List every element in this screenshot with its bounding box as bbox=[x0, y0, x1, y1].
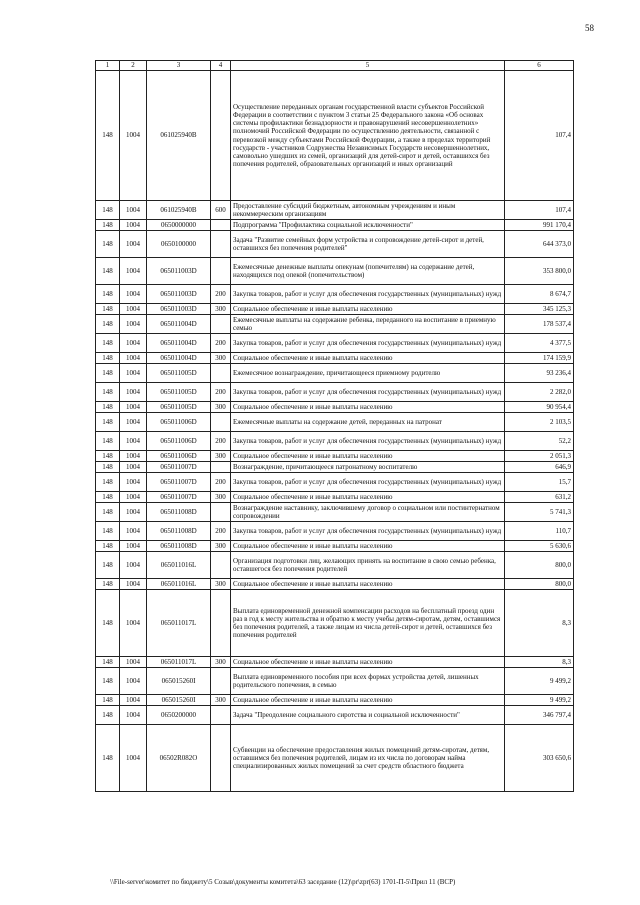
expense-type-code: 200 bbox=[211, 522, 231, 541]
table-row bbox=[96, 492, 574, 503]
amount: 15,7 bbox=[505, 473, 574, 492]
item-name: Закупка товаров, работ и услуг для обеспечения государственных (муниципальных) нужд bbox=[231, 432, 505, 451]
chapter-code: 148 bbox=[96, 364, 120, 383]
section-code: 1004 bbox=[120, 334, 147, 353]
chapter-code: 148 bbox=[96, 304, 120, 315]
chapter-code: 148 bbox=[96, 695, 120, 706]
column-header: 1 bbox=[96, 61, 120, 71]
column-header: 2 bbox=[120, 61, 147, 71]
item-name: Осуществление переданных органам государственной власти субъектов Российской Федерации в соответствии с пунктом 3 статьи 25 Федерального закона «Об основах системы профилактики безнадзорности и правонарушений несовершеннолетних» полномочий Российской Федерации по осуществлению деятельности, связанной с перевозкой между субъектами Российской Федерации, а также в пределах территорий государств - участников Содружества Независимых Государств несовершеннолетних, самовольно ушедших из семей, организаций для детей-сирот и детей, оставшихся без попечения родителей, образовательных организаций и иных организаций bbox=[231, 71, 505, 201]
table-row bbox=[96, 462, 574, 473]
table-row bbox=[96, 364, 574, 383]
section-code: 1004 bbox=[120, 590, 147, 657]
expense-type-code: 300 bbox=[211, 541, 231, 552]
section-code: 1004 bbox=[120, 315, 147, 334]
column-header: 5 bbox=[231, 61, 505, 71]
table-row bbox=[96, 668, 574, 695]
expense-type-code: 300 bbox=[211, 695, 231, 706]
chapter-code: 148 bbox=[96, 462, 120, 473]
expense-type-code bbox=[211, 706, 231, 725]
chapter-code: 148 bbox=[96, 541, 120, 552]
table-row bbox=[96, 473, 574, 492]
amount: 52,2 bbox=[505, 432, 574, 451]
item-name: Закупка товаров, работ и услуг для обеспечения государственных (муниципальных) нужд bbox=[231, 285, 505, 304]
amount: 4 377,5 bbox=[505, 334, 574, 353]
target-article-code: 061025940B bbox=[147, 201, 211, 220]
section-code: 1004 bbox=[120, 383, 147, 402]
table-row bbox=[96, 285, 574, 304]
item-name: Выплата единовременного пособия при всех формах устройства детей, лишенных родительского попечения, в семью bbox=[231, 668, 505, 695]
section-code: 1004 bbox=[120, 695, 147, 706]
chapter-code: 148 bbox=[96, 451, 120, 462]
expense-type-code bbox=[211, 503, 231, 522]
chapter-code: 148 bbox=[96, 383, 120, 402]
chapter-code: 148 bbox=[96, 285, 120, 304]
chapter-code: 148 bbox=[96, 315, 120, 334]
section-code: 1004 bbox=[120, 451, 147, 462]
target-article-code: 065011007D bbox=[147, 473, 211, 492]
table-row bbox=[96, 201, 574, 220]
section-code: 1004 bbox=[120, 432, 147, 451]
amount: 800,0 bbox=[505, 552, 574, 579]
amount: 644 373,0 bbox=[505, 231, 574, 258]
chapter-code: 148 bbox=[96, 590, 120, 657]
section-code: 1004 bbox=[120, 668, 147, 695]
item-name: Закупка товаров, работ и услуг для обеспечения государственных (муниципальных) нужд bbox=[231, 522, 505, 541]
file-path-footer: \\File-server\комитет по бюджету\5 Созыв\документы комитета\63 заседание (12)\pr\zpr(63) 1701-П-5\Прил 11 (ВСР) bbox=[110, 878, 456, 886]
amount: 9 499,2 bbox=[505, 695, 574, 706]
chapter-code: 148 bbox=[96, 522, 120, 541]
expense-type-code: 200 bbox=[211, 285, 231, 304]
target-article-code: 06502R082O bbox=[147, 725, 211, 792]
expense-type-code: 200 bbox=[211, 473, 231, 492]
amount: 646,9 bbox=[505, 462, 574, 473]
amount: 174 159,9 bbox=[505, 353, 574, 364]
item-name: Организация подготовки лиц, желающих принять на воспитание в свою семью ребенка, оставшегося без попечения родителей bbox=[231, 552, 505, 579]
item-name: Задача "Развитие семейных форм устройства и сопровождение детей-сирот и детей, оставшихся без попечения родителей" bbox=[231, 231, 505, 258]
expense-type-code bbox=[211, 220, 231, 231]
table-row bbox=[96, 695, 574, 706]
target-article-code: 065011003D bbox=[147, 285, 211, 304]
item-name: Социальное обеспечение и иные выплаты населению bbox=[231, 579, 505, 590]
target-article-code: 065011007D bbox=[147, 462, 211, 473]
section-code: 1004 bbox=[120, 473, 147, 492]
section-code: 1004 bbox=[120, 552, 147, 579]
amount: 8 674,7 bbox=[505, 285, 574, 304]
chapter-code: 148 bbox=[96, 201, 120, 220]
chapter-code: 148 bbox=[96, 432, 120, 451]
expense-type-code: 300 bbox=[211, 304, 231, 315]
amount: 800,0 bbox=[505, 579, 574, 590]
table-row bbox=[96, 541, 574, 552]
section-code: 1004 bbox=[120, 231, 147, 258]
amount: 631,2 bbox=[505, 492, 574, 503]
table-row bbox=[96, 590, 574, 657]
item-name: Социальное обеспечение и иные выплаты населению bbox=[231, 492, 505, 503]
amount: 2 282,0 bbox=[505, 383, 574, 402]
chapter-code: 148 bbox=[96, 725, 120, 792]
target-article-code: 061025940B bbox=[147, 71, 211, 201]
target-article-code: 065011008D bbox=[147, 541, 211, 552]
item-name: Ежемесячные выплаты на содержание детей, переданных на патронат bbox=[231, 413, 505, 432]
chapter-code: 148 bbox=[96, 231, 120, 258]
amount: 346 797,4 bbox=[505, 706, 574, 725]
table-row bbox=[96, 552, 574, 579]
target-article-code: 065011016L bbox=[147, 552, 211, 579]
expense-type-code bbox=[211, 413, 231, 432]
table-row bbox=[96, 451, 574, 462]
chapter-code: 148 bbox=[96, 402, 120, 413]
item-name: Ежемесячное вознаграждение, причитающееся приемному родителю bbox=[231, 364, 505, 383]
expense-type-code: 300 bbox=[211, 657, 231, 668]
item-name: Закупка товаров, работ и услуг для обеспечения государственных (муниципальных) нужд bbox=[231, 383, 505, 402]
expense-type-code: 300 bbox=[211, 451, 231, 462]
item-name: Подпрограмма "Профилактика социальной исключенности" bbox=[231, 220, 505, 231]
section-code: 1004 bbox=[120, 541, 147, 552]
section-code: 1004 bbox=[120, 725, 147, 792]
amount: 5 741,3 bbox=[505, 503, 574, 522]
section-code: 1004 bbox=[120, 492, 147, 503]
expense-type-code bbox=[211, 364, 231, 383]
expense-type-code bbox=[211, 231, 231, 258]
section-code: 1004 bbox=[120, 201, 147, 220]
chapter-code: 148 bbox=[96, 334, 120, 353]
expense-type-code: 200 bbox=[211, 383, 231, 402]
target-article-code: 065011017L bbox=[147, 657, 211, 668]
expense-type-code bbox=[211, 590, 231, 657]
column-header: 4 bbox=[211, 61, 231, 71]
table-row bbox=[96, 432, 574, 451]
target-article-code: 065011004D bbox=[147, 315, 211, 334]
amount: 8,3 bbox=[505, 657, 574, 668]
target-article-code: 065015260I bbox=[147, 695, 211, 706]
column-header: 6 bbox=[505, 61, 574, 71]
amount: 178 537,4 bbox=[505, 315, 574, 334]
item-name: Вознаграждение наставнику, заключившему договор о социальном или постинтернатном сопровождении bbox=[231, 503, 505, 522]
target-article-code: 065011005D bbox=[147, 383, 211, 402]
page-number: 58 bbox=[585, 23, 594, 33]
budget-table bbox=[95, 60, 574, 792]
target-article-code: 065011004D bbox=[147, 334, 211, 353]
chapter-code: 148 bbox=[96, 657, 120, 668]
table-row bbox=[96, 657, 574, 668]
item-name: Социальное обеспечение и иные выплаты населению bbox=[231, 402, 505, 413]
expense-type-code: 300 bbox=[211, 492, 231, 503]
section-code: 1004 bbox=[120, 503, 147, 522]
amount: 345 125,3 bbox=[505, 304, 574, 315]
table-row bbox=[96, 231, 574, 258]
section-code: 1004 bbox=[120, 364, 147, 383]
target-article-code: 0650000000 bbox=[147, 220, 211, 231]
amount: 107,4 bbox=[505, 71, 574, 201]
target-article-code: 065011008D bbox=[147, 522, 211, 541]
expense-type-code bbox=[211, 462, 231, 473]
chapter-code: 148 bbox=[96, 492, 120, 503]
expense-type-code bbox=[211, 668, 231, 695]
target-article-code: 065011004D bbox=[147, 353, 211, 364]
chapter-code: 148 bbox=[96, 552, 120, 579]
expense-type-code bbox=[211, 552, 231, 579]
section-code: 1004 bbox=[120, 304, 147, 315]
expense-type-code: 300 bbox=[211, 353, 231, 364]
section-code: 1004 bbox=[120, 413, 147, 432]
section-code: 1004 bbox=[120, 657, 147, 668]
item-name: Социальное обеспечение и иные выплаты населению bbox=[231, 304, 505, 315]
section-code: 1004 bbox=[120, 220, 147, 231]
table-row bbox=[96, 353, 574, 364]
section-code: 1004 bbox=[120, 579, 147, 590]
item-name: Ежемесячные выплаты на содержание ребенка, переданного на воспитание в приемную семью bbox=[231, 315, 505, 334]
item-name: Субвенции на обеспечение предоставления жилых помещений детям-сиротам, детям, оставшимся без попечения родителей, лицам из их числа по договорам найма специализированных жилых помещений за счет средств областного бюджета bbox=[231, 725, 505, 792]
item-name: Выплата единовременной денежной компенсации расходов на бесплатный проезд один раз в год к месту жительства и обратно к месту учебы детям-сиротам, детям, оставшимся без попечения родителей, а также лицам из числа детей-сирот и детей, оставшихся без попечения родителей bbox=[231, 590, 505, 657]
expense-type-code bbox=[211, 258, 231, 285]
target-article-code: 065011006D bbox=[147, 432, 211, 451]
table-row bbox=[96, 383, 574, 402]
amount: 110,7 bbox=[505, 522, 574, 541]
table-row bbox=[96, 706, 574, 725]
table-row bbox=[96, 71, 574, 201]
chapter-code: 148 bbox=[96, 413, 120, 432]
amount: 9 499,2 bbox=[505, 668, 574, 695]
section-code: 1004 bbox=[120, 353, 147, 364]
expense-type-code: 300 bbox=[211, 402, 231, 413]
chapter-code: 148 bbox=[96, 258, 120, 285]
section-code: 1004 bbox=[120, 462, 147, 473]
target-article-code: 065011003D bbox=[147, 258, 211, 285]
table-header-row bbox=[96, 61, 574, 71]
amount: 2 051,3 bbox=[505, 451, 574, 462]
chapter-code: 148 bbox=[96, 668, 120, 695]
amount: 303 650,6 bbox=[505, 725, 574, 792]
amount: 991 170,4 bbox=[505, 220, 574, 231]
expense-type-code bbox=[211, 71, 231, 201]
target-article-code: 065011006D bbox=[147, 451, 211, 462]
target-article-code: 065011005D bbox=[147, 364, 211, 383]
expense-type-code: 300 bbox=[211, 579, 231, 590]
section-code: 1004 bbox=[120, 285, 147, 304]
amount: 90 954,4 bbox=[505, 402, 574, 413]
table-row bbox=[96, 579, 574, 590]
target-article-code: 0650200000 bbox=[147, 706, 211, 725]
target-article-code: 0650100000 bbox=[147, 231, 211, 258]
expense-type-code bbox=[211, 725, 231, 792]
table-row bbox=[96, 413, 574, 432]
target-article-code: 065015260I bbox=[147, 668, 211, 695]
item-name: Закупка товаров, работ и услуг для обеспечения государственных (муниципальных) нужд bbox=[231, 473, 505, 492]
table-row bbox=[96, 334, 574, 353]
column-header: 3 bbox=[147, 61, 211, 71]
item-name: Задача "Преодоление социального сиротства и социальной исключенности" bbox=[231, 706, 505, 725]
item-name: Социальное обеспечение и иные выплаты населению bbox=[231, 695, 505, 706]
item-name: Социальное обеспечение и иные выплаты населению bbox=[231, 541, 505, 552]
table-row bbox=[96, 220, 574, 231]
expense-type-code: 200 bbox=[211, 432, 231, 451]
target-article-code: 065011017L bbox=[147, 590, 211, 657]
target-article-code: 065011016L bbox=[147, 579, 211, 590]
table-row bbox=[96, 304, 574, 315]
target-article-code: 065011003D bbox=[147, 304, 211, 315]
table-row bbox=[96, 522, 574, 541]
item-name: Социальное обеспечение и иные выплаты населению bbox=[231, 657, 505, 668]
chapter-code: 148 bbox=[96, 706, 120, 725]
expense-type-code bbox=[211, 315, 231, 334]
item-name: Ежемесячные денежные выплаты опекунам (попечителям) на содержание детей, находящихся под опекой (попечительством) bbox=[231, 258, 505, 285]
target-article-code: 065011006D bbox=[147, 413, 211, 432]
chapter-code: 148 bbox=[96, 503, 120, 522]
table-row bbox=[96, 258, 574, 285]
section-code: 1004 bbox=[120, 402, 147, 413]
table-row bbox=[96, 725, 574, 792]
section-code: 1004 bbox=[120, 522, 147, 541]
table-row bbox=[96, 503, 574, 522]
amount: 8,3 bbox=[505, 590, 574, 657]
expense-type-code: 200 bbox=[211, 334, 231, 353]
amount: 353 800,0 bbox=[505, 258, 574, 285]
section-code: 1004 bbox=[120, 71, 147, 201]
target-article-code: 065011005D bbox=[147, 402, 211, 413]
chapter-code: 148 bbox=[96, 353, 120, 364]
table-row bbox=[96, 315, 574, 334]
section-code: 1004 bbox=[120, 706, 147, 725]
target-article-code: 065011008D bbox=[147, 503, 211, 522]
item-name: Социальное обеспечение и иные выплаты населению bbox=[231, 451, 505, 462]
amount: 2 103,5 bbox=[505, 413, 574, 432]
table-row bbox=[96, 402, 574, 413]
amount: 93 236,4 bbox=[505, 364, 574, 383]
item-name: Предоставление субсидий бюджетным, автономным учреждениям и иным некоммерческим организациям bbox=[231, 201, 505, 220]
item-name: Вознаграждение, причитающееся патронатному воспитателю bbox=[231, 462, 505, 473]
target-article-code: 065011007D bbox=[147, 492, 211, 503]
item-name: Закупка товаров, работ и услуг для обеспечения государственных (муниципальных) нужд bbox=[231, 334, 505, 353]
section-code: 1004 bbox=[120, 258, 147, 285]
amount: 5 630,6 bbox=[505, 541, 574, 552]
expense-type-code: 600 bbox=[211, 201, 231, 220]
chapter-code: 148 bbox=[96, 579, 120, 590]
chapter-code: 148 bbox=[96, 220, 120, 231]
item-name: Социальное обеспечение и иные выплаты населению bbox=[231, 353, 505, 364]
amount: 107,4 bbox=[505, 201, 574, 220]
chapter-code: 148 bbox=[96, 473, 120, 492]
chapter-code: 148 bbox=[96, 71, 120, 201]
